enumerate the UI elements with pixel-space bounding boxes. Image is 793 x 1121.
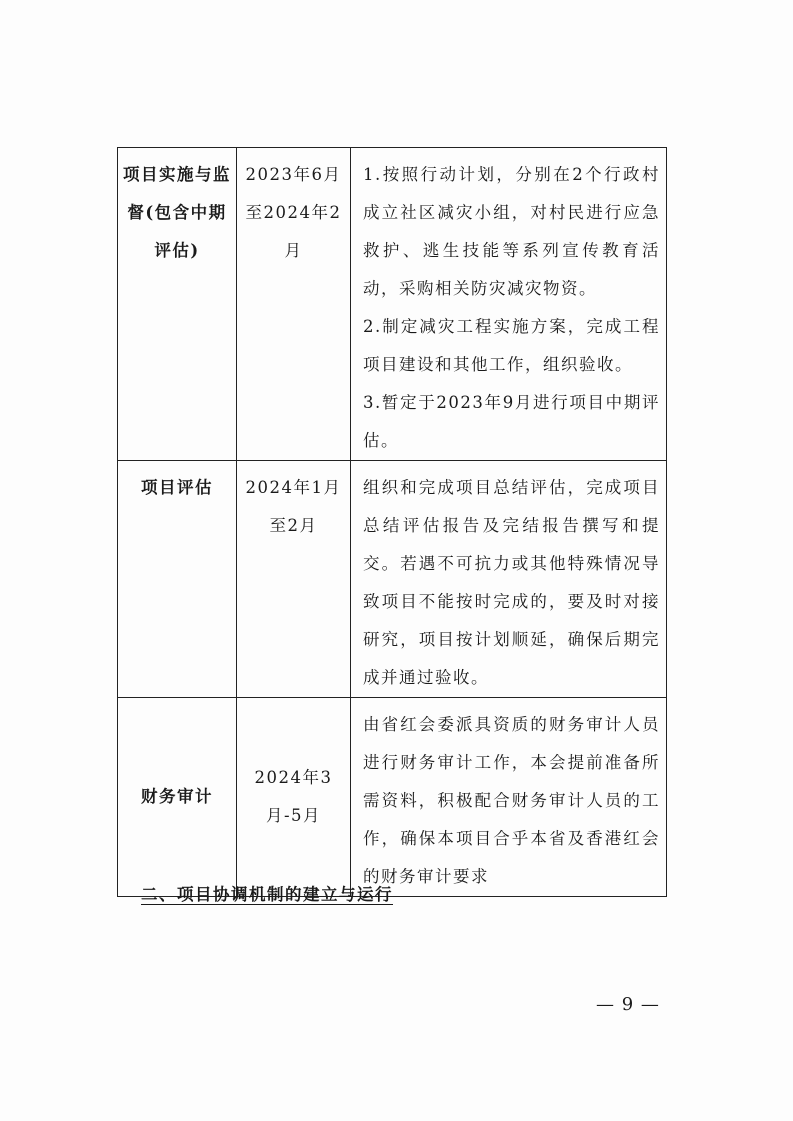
section-heading: 二、项目协调机制的建立与运行	[141, 885, 393, 904]
content-cell	[351, 698, 667, 897]
content-paragraph: 由省红会委派具资质的财务审计人员进行财务审计工作，本会提前准备所需资料，积极配合财务审计人员的工作，确保本项目合乎本省及香港红会的财务审计要求	[363, 715, 660, 886]
content-cell	[351, 461, 667, 698]
content-cell	[351, 148, 667, 461]
content-paragraph: 组织和完成项目总结评估，完成项目总结评估报告及完结报告撰写和提交。若遇不可抗力或其他特殊情况导致项目不能按时完成的，要及时对接研究，项目按计划顺延，确保后期完成并通过验收。	[363, 478, 660, 687]
table-row	[118, 698, 667, 897]
time-cell	[237, 461, 351, 698]
phase-text: 项目评估	[141, 478, 213, 497]
phase-text: 财务审计	[141, 787, 213, 806]
table-row	[118, 461, 667, 698]
phase-cell	[118, 698, 237, 897]
phase-text: 项目实施与监督(包含中期评估)	[123, 165, 231, 260]
time-text: 2024年1月至2月	[245, 478, 342, 535]
content-paragraph: 2.制定减灾工程实施方案，完成工程项目建设和其他工作，组织验收。	[363, 317, 660, 374]
time-text: 2024年3月-5月	[254, 768, 333, 825]
time-cell	[237, 148, 351, 461]
phase-cell	[118, 148, 237, 461]
time-cell	[237, 698, 351, 897]
time-text: 2023年6月至2024年2月	[245, 165, 342, 260]
content-paragraph: 3.暂定于2023年9月进行项目中期评估。	[363, 393, 660, 450]
phase-cell	[118, 461, 237, 698]
project-schedule-table	[117, 147, 667, 897]
table-row	[118, 148, 667, 461]
content-paragraph: 1.按照行动计划，分别在2个行政村成立社区减灾小组，对村民进行应急救护、逃生技能等系列宣传教育活动，采购相关防灾减灾物资。	[363, 165, 660, 298]
page-number: — 9 —	[596, 994, 660, 1015]
